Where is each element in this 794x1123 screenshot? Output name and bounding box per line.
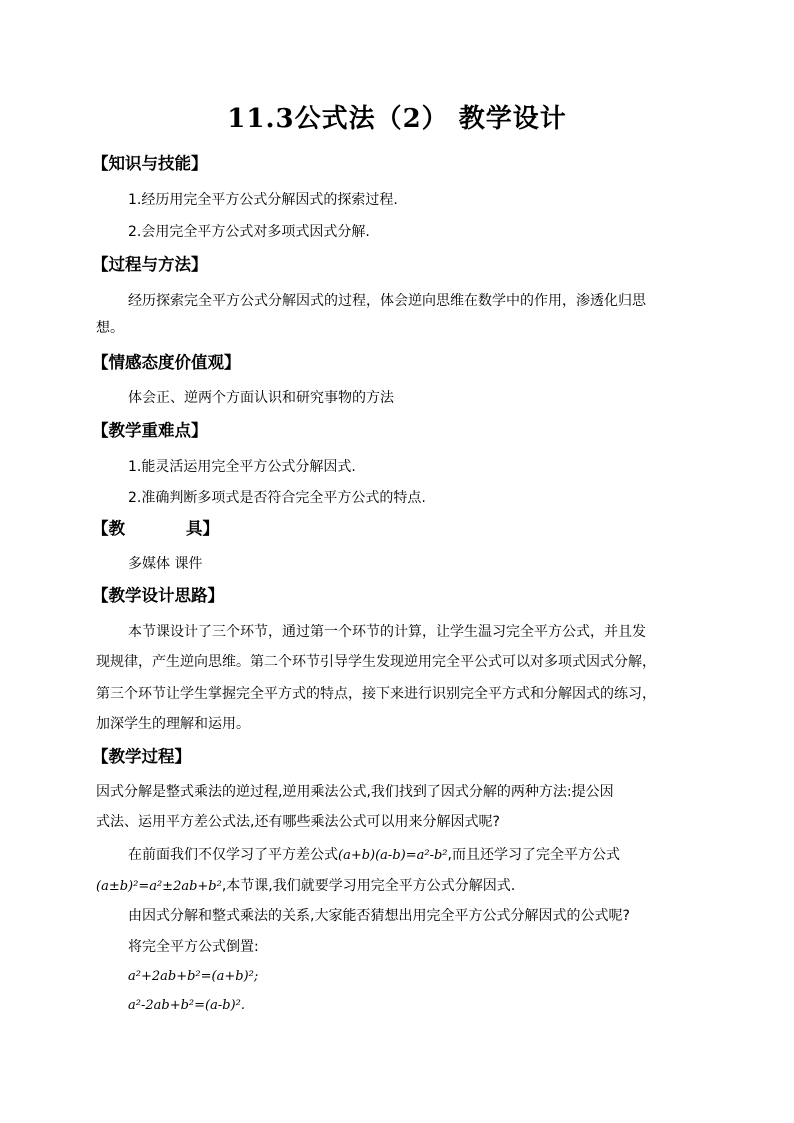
formula-sum-square: a²+2ab+b²=(a+b)²; — [128, 969, 259, 984]
formula-perfect-square: (a±b)²=a²±2ab+b² — [96, 879, 222, 894]
heading-tools-left: 【教 — [92, 519, 125, 538]
process-line-1: 经历探索完全平方公式分解因式的过程，体会逆向思维在数学中的作用，渗透化归思 — [128, 293, 646, 309]
teaching-p1-line-2: 式法、运用平方差公式法,还有哪些乘法公式可以用来分解因式呢? — [96, 814, 500, 830]
design-line-4: 加深学生的理解和运用。 — [96, 716, 250, 732]
heading-design: 【教学设计思路】 — [92, 586, 224, 605]
heading-emotion: 【情感态度价值观】 — [92, 353, 241, 372]
heading-knowledge: 【知识与技能】 — [92, 154, 208, 173]
emotion-text: 体会正、逆两个方面认识和研究事物的方法 — [128, 390, 394, 406]
formula-diff-square: a²-2ab+b²=(a-b)². — [128, 998, 245, 1013]
teaching-p3: 由因式分解和整式乘法的关系,大家能否猜想出用完全平方公式分解因式的公式呢? — [128, 908, 630, 924]
knowledge-item-1: 1.经历用完全平方公式分解因式的探索过程. — [128, 192, 398, 208]
heading-tools-right: 具】 — [186, 519, 219, 538]
teaching-p4: 将完全平方公式倒置: — [128, 939, 259, 955]
teaching-p2-text-a: 在前面我们不仅学习了平方差公式 — [128, 847, 338, 863]
page-title: 11.3公式法（2） 教学设计 — [227, 104, 567, 134]
teaching-p2-text-b: ,而且还学习了完全平方公式 — [447, 847, 620, 863]
keypoint-item-2: 2.准确判断多项式是否符合完全平方公式的特点. — [128, 490, 426, 506]
knowledge-item-2: 2.会用完全平方公式对多项式因式分解. — [128, 224, 370, 240]
teaching-p2-line-1 — [128, 845, 620, 866]
teaching-p2-line-2 — [96, 876, 515, 897]
heading-keypoints: 【教学重难点】 — [92, 421, 208, 440]
formula-difference-of-squares: (a+b)(a-b)=a²-b² — [338, 848, 448, 863]
teaching-p2-text-c: ,本节课,我们就要学习用完全平方公式分解因式. — [221, 878, 516, 894]
tools-text: 多媒体 课件 — [128, 556, 203, 572]
keypoint-item-1: 1.能灵活运用完全平方公式分解因式. — [128, 459, 356, 475]
heading-process: 【过程与方法】 — [92, 255, 208, 274]
design-line-1: 本节课设计了三个环节，通过第一个环节的计算，让学生温习完全平方公式，并且发 — [128, 624, 646, 640]
process-line-2: 想。 — [96, 320, 124, 336]
design-line-2: 现规律，产生逆向思维。第二个环节引导学生发现逆用完全平公式可以对多项式因式分解， — [96, 654, 656, 670]
heading-teaching: 【教学过程】 — [92, 747, 191, 766]
design-line-3: 第三个环节让学生掌握完全平方式的特点，接下来进行识别完全平方式和分解因式的练习， — [96, 686, 656, 702]
teaching-p1-line-1: 因式分解是整式乘法的逆过程,逆用乘法公式,我们找到了因式分解的两种方法:提公因 — [96, 784, 614, 800]
